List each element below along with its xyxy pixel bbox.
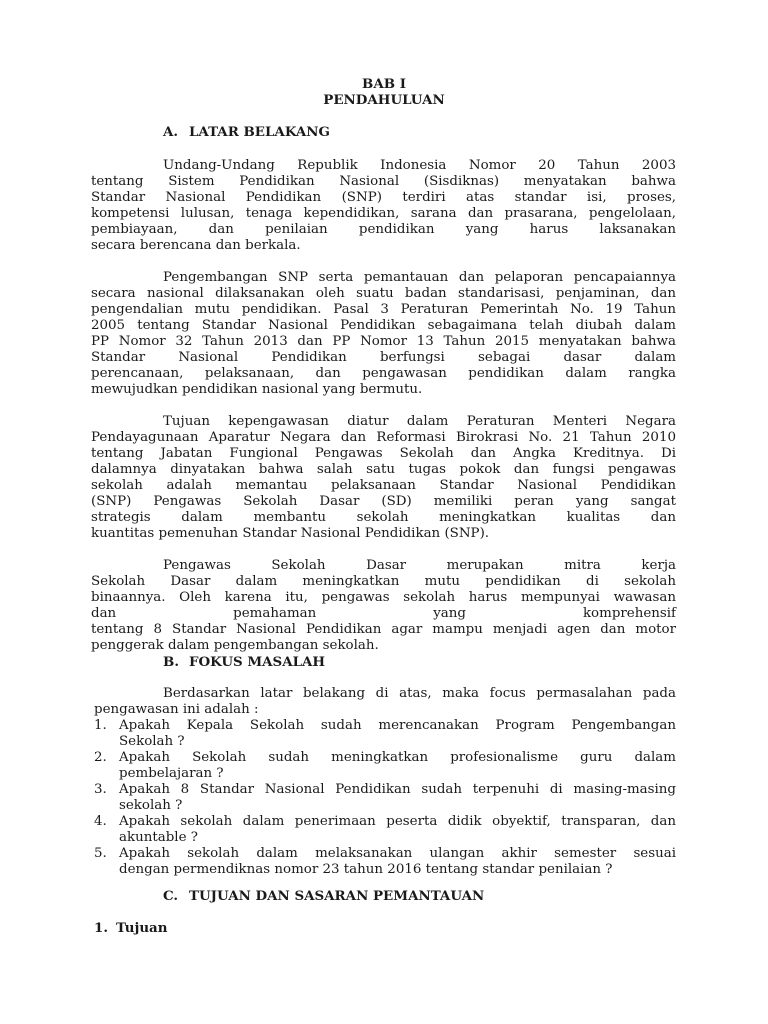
list-item-5-number: 5. [94, 846, 107, 861]
section-a-label: A. [163, 124, 179, 140]
chapter-title: PENDAHULUAN [323, 92, 445, 108]
section-b-title: FOKUS MASALAH [189, 654, 326, 670]
list-item-2-line1: Apakah Sekolah sudah meningkatkan profesionalisme guru dalam [119, 750, 676, 765]
para1-line5: pembiayaan, dan penilaian pendidikan yang harus laksanakan [91, 222, 676, 237]
para2-line3: pengendalian mutu pendidikan. Pasal 3 Peraturan Pemerintah No. 19 Tahun [91, 302, 676, 317]
list-item-5-line1: Apakah sekolah dalam melaksanakan ulangan akhir semester sesuai [119, 846, 676, 861]
para4-line5: tentang 8 Standar Nasional Pendidikan agar mampu menjadi agen dan motor [91, 622, 676, 637]
section-b-intro-line1: Berdasarkan latar belakang di atas, maka focus permasalahan pada [163, 686, 676, 701]
subsection-1-title: Tujuan [116, 920, 168, 936]
subsection-1-label: 1. [94, 920, 108, 936]
para3-line6: (SNP) Pengawas Sekolah Dasar (SD) memiliki peran yang sangat [91, 494, 676, 509]
para1-line2: tentang Sistem Pendidikan Nasional (Sisdiknas) menyatakan bahwa [91, 174, 676, 189]
para3-line3: tentang Jabatan Fungional Pengawas Sekolah dan Angka Kreditnya. Di [91, 446, 676, 461]
para2-line7: perencanaan, pelaksanaan, dan pengawasan pendidikan dalam rangka [91, 366, 676, 381]
section-b-label: B. [163, 654, 179, 670]
para1-line3: Standar Nasional Pendidikan (SNP) terdiri atas standar isi, proses, [91, 190, 676, 205]
para4-line3: binaannya. Oleh karena itu, pengawas sekolah harus mempunyai wawasan [91, 590, 676, 605]
para2-line5: PP Nomor 32 Tahun 2013 dan PP Nomor 13 Tahun 2015 menyatakan bahwa [91, 334, 676, 349]
para1-line4: kompetensi lulusan, tenaga kependidikan, sarana dan prasarana, pengelolaan, [91, 206, 676, 221]
list-item-2-number: 2. [94, 750, 107, 765]
list-item-1-number: 1. [94, 718, 107, 733]
para3-line7: strategis dalam membantu sekolah meningkatkan kualitas dan [91, 510, 676, 525]
section-a-title: LATAR BELAKANG [189, 124, 330, 140]
para3-line1: Tujuan kepengawasan diatur dalam Peraturan Menteri Negara [163, 414, 676, 429]
list-item-3-line2: sekolah ? [119, 798, 183, 813]
list-item-4-number: 4. [94, 814, 107, 829]
para3-line5: sekolah adalah memantau pelaksanaan Standar Nasional Pendidikan [91, 478, 676, 493]
list-item-1-line1: Apakah Kepala Sekolah sudah merencanakan Program Pengembangan [119, 718, 676, 733]
list-item-3-number: 3. [94, 782, 107, 797]
para3-line2: Pendayagunaan Aparatur Negara dan Reformasi Birokrasi No. 21 Tahun 2010 [91, 430, 676, 445]
para2-line4: 2005 tentang Standar Nasional Pendidikan sebagaimana telah diubah dalam [91, 318, 676, 333]
para4-line4: dan pemahaman yang komprehensif [91, 606, 676, 621]
para4-line6: penggerak dalam pengembangan sekolah. [91, 638, 379, 653]
para4-line1: Pengawas Sekolah Dasar merupakan mitra kerja [163, 558, 676, 573]
para2-line2: secara nasional dilaksanakan oleh suatu badan standarisasi, penjaminan, dan [91, 286, 676, 301]
section-b-intro-line2: pengawasan ini adalah : [94, 702, 259, 717]
para3-line4: dalamnya dinyatakan bahwa salah satu tugas pokok dan fungsi pengawas [91, 462, 676, 477]
para4-line2: Sekolah Dasar dalam meningkatkan mutu pendidikan di sekolah [91, 574, 676, 589]
list-item-2-line2: pembelajaran ? [119, 766, 224, 781]
list-item-4-line2: akuntable ? [119, 830, 198, 845]
para2-line1: Pengembangan SNP serta pemantauan dan pelaporan pencapaiannya [163, 270, 676, 285]
para1-line1: Undang-Undang Republik Indonesia Nomor 20 Tahun 2003 [163, 158, 676, 173]
list-item-4-line1: Apakah sekolah dalam penerimaan peserta didik obyektif, transparan, dan [119, 814, 676, 829]
list-item-5-line2: dengan permendiknas nomor 23 tahun 2016 tentang standar penilaian ? [119, 862, 613, 877]
list-item-1-line2: Sekolah ? [119, 734, 185, 749]
para2-line6: Standar Nasional Pendidikan berfungsi sebagai dasar dalam [91, 350, 676, 365]
section-c-label: C. [163, 888, 179, 904]
para2-line8: mewujudkan pendidikan nasional yang bermutu. [91, 382, 423, 397]
para3-line8: kuantitas pemenuhan Standar Nasional Pendidikan (SNP). [91, 526, 490, 541]
para1-line6: secara berencana dan berkala. [91, 238, 301, 253]
section-c-title: TUJUAN DAN SASARAN PEMANTAUAN [189, 888, 485, 904]
chapter-number: BAB I [362, 76, 406, 92]
list-item-3-line1: Apakah 8 Standar Nasional Pendidikan sudah terpenuhi di masing-masing [119, 782, 676, 797]
